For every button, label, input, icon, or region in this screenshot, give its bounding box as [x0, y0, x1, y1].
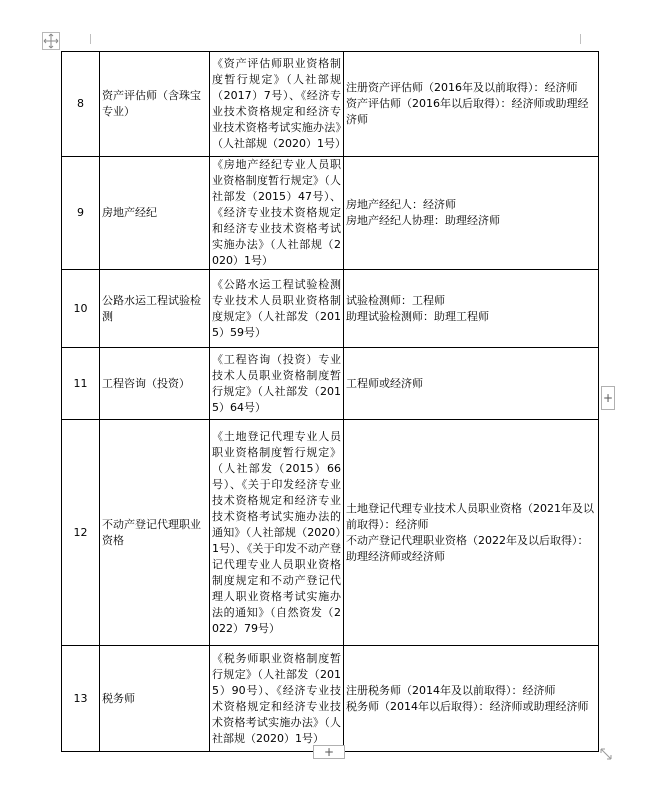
- margin-corner-mark: [80, 34, 91, 44]
- title-level: 不动产登记代理职业资格（2022年及以后取得）：助理经济师或经济师: [346, 533, 589, 563]
- title-level: 房地产经纪人：经济师: [346, 198, 456, 211]
- policy-basis: 《工程咨询（投资）专业技术人员职业资格制度暂行规定》（人社部发（2015）64号）: [210, 348, 344, 420]
- qualification-name: 房地产经纪: [100, 157, 210, 270]
- title-level: 助理试验检测师：助理工程师: [346, 309, 489, 323]
- qualification-table: [61, 51, 599, 752]
- policy-basis: 《税务师职业资格制度暂行规定》（人社部发（2015）90号）、《经济专业技术资格规定和经济专业技术资格考试实施办法》（人社部规（2020）1号）: [210, 646, 344, 752]
- title-level-cell: [344, 348, 599, 420]
- qualification-name: 税务师: [100, 646, 210, 752]
- resize-diagonal-icon: [598, 746, 614, 762]
- table-row: [62, 420, 599, 646]
- row-number: 9: [62, 157, 100, 270]
- title-level-cell: [344, 157, 599, 270]
- title-level-cell: [344, 52, 599, 157]
- add-row-button[interactable]: [313, 745, 345, 759]
- table-row: [62, 270, 599, 348]
- policy-basis: 《房地产经纪专业人员职业资格制度暂行规定》（人社部发（2015）47号）、《经济专业技术资格规定和经济专业技术资格考试实施办法》（人社部规（2020）1号）: [210, 157, 344, 270]
- table-row: [62, 646, 599, 752]
- table-move-handle[interactable]: [42, 32, 60, 50]
- move-arrows-icon: [43, 33, 59, 49]
- row-number: 12: [62, 420, 100, 646]
- title-level: 资产评估师（2016年以后取得）：经济师或助理经济师: [346, 97, 589, 126]
- row-number: 13: [62, 646, 100, 752]
- title-level-cell: [344, 420, 599, 646]
- qualification-name: 不动产登记代理职业资格: [100, 420, 210, 646]
- row-number: 8: [62, 52, 100, 157]
- table-resize-handle[interactable]: [598, 746, 614, 762]
- title-level: 税务师（2014年以后取得）：经济师或助理经济师: [346, 699, 589, 713]
- title-level-cell: [344, 270, 599, 348]
- title-level: 土地登记代理专业技术人员职业资格（2021年及以前取得）：经济师: [346, 501, 594, 531]
- table-row: [62, 348, 599, 420]
- title-level: 注册税务师（2014年及以前取得）：经济师: [346, 683, 556, 697]
- margin-corner-mark: [580, 34, 591, 44]
- policy-basis: 《公路水运工程试验检测专业技术人员职业资格制度规定》（人社部发（2015）59号）: [210, 270, 344, 348]
- policy-basis: 《资产评估师职业资格制度暂行规定》（人社部规（2017）7号）、《经济专业技术资格规定和经济专业技术资格考试实施办法》（人社部规（2020）1号）: [210, 52, 344, 157]
- row-number: 11: [62, 348, 100, 420]
- row-number: 10: [62, 270, 100, 348]
- plus-icon: +: [602, 391, 614, 405]
- add-column-button[interactable]: [601, 386, 615, 410]
- title-level: 工程师或经济师: [346, 376, 423, 390]
- plus-icon: +: [323, 745, 335, 759]
- qualification-name: 资产评估师（含珠宝专业）: [100, 52, 210, 157]
- title-level: 房地产经纪人协理：助理经济师: [346, 214, 500, 227]
- title-level: 注册资产评估师（2016年及以前取得）：经济师: [346, 81, 578, 94]
- title-level-cell: [344, 646, 599, 752]
- title-level: 试验检测师：工程师: [346, 293, 445, 307]
- table-row: [62, 157, 599, 270]
- table-row: [62, 52, 599, 157]
- policy-basis: 《土地登记代理专业人员职业资格制度暂行规定》（人社部发（2015）66号）、《关于印发经济专业技术资格规定和经济专业技术资格考试实施办法的通知》（人社部规（2020）1号）、《关于印发不动产登记代理专业人员职业资格制度规定和不动产登记代理人职业资格考试实施办法的通知》（自然资发（2022）79号）: [210, 420, 344, 646]
- qualification-name: 公路水运工程试验检测: [100, 270, 210, 348]
- qualification-name: 工程咨询（投资）: [100, 348, 210, 420]
